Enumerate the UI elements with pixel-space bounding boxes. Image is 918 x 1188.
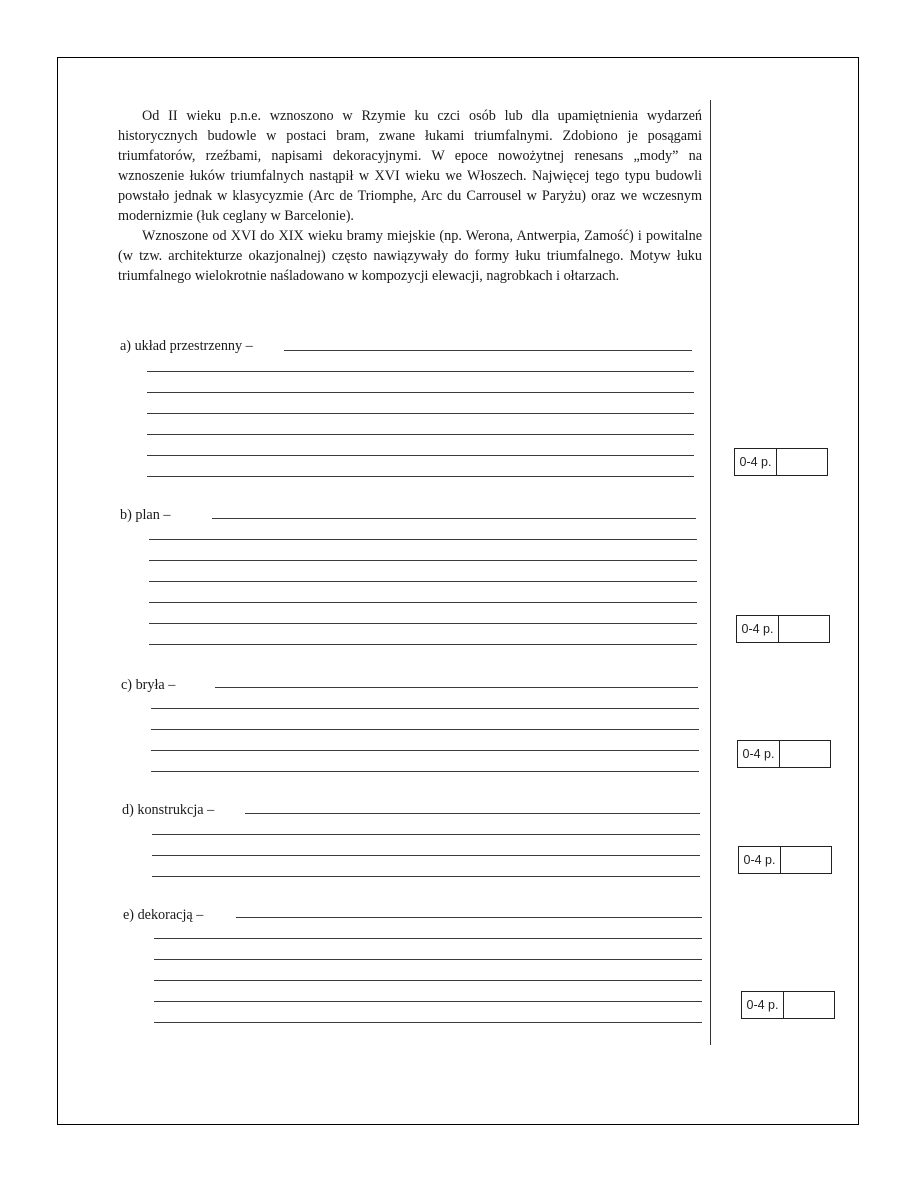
- answer-line[interactable]: [149, 602, 697, 603]
- score-box-c[interactable]: [737, 740, 831, 768]
- intro-text: [118, 106, 702, 286]
- score-box-b[interactable]: [736, 615, 830, 643]
- answer-line[interactable]: [154, 938, 702, 939]
- answer-line[interactable]: [215, 687, 698, 688]
- answer-line[interactable]: [154, 980, 702, 981]
- answer-line[interactable]: [154, 1001, 702, 1002]
- score-box-a[interactable]: [734, 448, 828, 476]
- answer-line[interactable]: [149, 560, 697, 561]
- answer-line[interactable]: [147, 413, 694, 414]
- answer-line[interactable]: [152, 876, 700, 877]
- score-box-d[interactable]: [738, 846, 832, 874]
- answer-line[interactable]: [152, 855, 700, 856]
- score-box-e[interactable]: [741, 991, 835, 1019]
- answer-line[interactable]: [151, 771, 699, 772]
- answer-line[interactable]: [149, 539, 697, 540]
- answer-line[interactable]: [147, 476, 694, 477]
- score-label: 0-4 p.: [742, 992, 784, 1018]
- score-label: 0-4 p.: [737, 616, 779, 642]
- answer-line[interactable]: [212, 518, 696, 519]
- answer-line[interactable]: [149, 623, 697, 624]
- answer-line[interactable]: [284, 350, 692, 351]
- section-c-label: c) bryła –: [121, 677, 176, 693]
- intro-paragraph-1: Od II wieku p.n.e. wznoszono w Rzymie ku czci osób lub dla upamiętnienia wydarzeń historycznych budowle w postaci bram, zwane łukami triumfalnymi. Zdobiono je posągami triumfatorów, rzeźbami, napisami dekoracyjnymi. W epoce nowożytnej renesans „mody” na wznoszenie łuków triumfalnych nastąpił w XVI wieku we Włoszech. Najwięcej tego typu budowli powstało jednak w klasycyzmie (Arc de Triomphe, Arc du Carrousel w Paryżu) oraz we wczesnym modernizmie (łuk ceglany w Barcelonie).: [118, 108, 702, 224]
- answer-line[interactable]: [152, 834, 700, 835]
- answer-line[interactable]: [154, 959, 702, 960]
- answer-line[interactable]: [154, 1022, 702, 1023]
- answer-line[interactable]: [245, 813, 700, 814]
- answer-line[interactable]: [147, 455, 694, 456]
- answer-line[interactable]: [149, 581, 697, 582]
- section-e-label: e) dekoracją –: [123, 907, 204, 923]
- section-b-label: b) plan –: [120, 507, 171, 523]
- section-d-label: d) konstrukcja –: [122, 802, 215, 818]
- score-label: 0-4 p.: [739, 847, 781, 873]
- score-label: 0-4 p.: [738, 741, 780, 767]
- score-label: 0-4 p.: [735, 449, 777, 475]
- answer-line[interactable]: [151, 729, 699, 730]
- answer-line[interactable]: [147, 392, 694, 393]
- answer-line[interactable]: [151, 750, 699, 751]
- answer-line[interactable]: [147, 371, 694, 372]
- answer-line[interactable]: [147, 434, 694, 435]
- answer-line[interactable]: [149, 644, 697, 645]
- margin-divider: [710, 100, 711, 1045]
- answer-line[interactable]: [151, 708, 699, 709]
- intro-paragraph-2: Wznoszone od XVI do XIX wieku bramy miejskie (np. Werona, Antwerpia, Zamość) i powitalne (w tzw. architekturze okazjonalnej) często nawiązywały do formy łuku triumfalnego. Motyw łuku triumfalnego wielokrotnie naśladowano w kompozycji elewacji, nagrobkach i ołtarzach.: [118, 228, 702, 284]
- answer-line[interactable]: [236, 917, 702, 918]
- section-a-label: a) układ przestrzenny –: [120, 338, 253, 354]
